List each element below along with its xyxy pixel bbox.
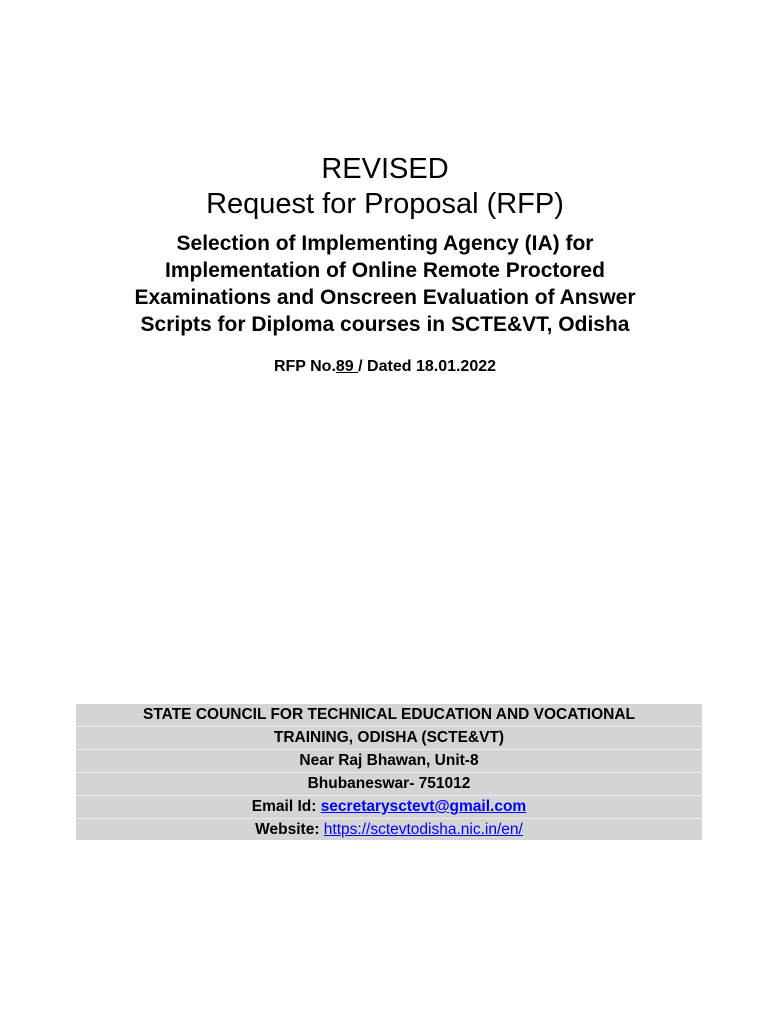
- org-name-line-1: STATE COUNCIL FOR TECHNICAL EDUCATION AND VOCATIONAL: [76, 704, 702, 727]
- city-address: Bhubaneswar- 751012: [76, 773, 702, 796]
- subtitle-line: Selection of Implementing Agency (IA) for: [176, 232, 594, 255]
- email-label: Email Id:: [251, 798, 321, 815]
- rfp-date: / Dated 18.01.2022: [358, 358, 497, 375]
- rfp-number-prefix: RFP No.: [273, 358, 336, 375]
- website-line: [76, 819, 702, 841]
- email-link[interactable]: secretarysctevt@gmail.com: [320, 798, 527, 815]
- website-label: Website:: [255, 821, 324, 838]
- revised-heading: REVISED: [321, 153, 449, 185]
- subtitle-line: Implementation of Online Remote Proctored: [165, 259, 605, 282]
- address-box: [76, 704, 702, 840]
- subtitle-line: Scripts for Diploma courses in SCTE&VT, Odisha: [140, 313, 630, 336]
- rfp-number-line: [0, 356, 770, 378]
- title-block: [0, 152, 770, 338]
- rfp-subtitle: [85, 230, 685, 338]
- website-link[interactable]: https://sctevtodisha.nic.in/en/: [323, 821, 523, 838]
- subtitle-line: Examinations and Onscreen Evaluation of Answer: [134, 286, 636, 309]
- email-line: [76, 796, 702, 819]
- rfp-number: 89: [335, 358, 359, 375]
- rfp-title: Request for Proposal (RFP): [206, 188, 564, 220]
- org-name-line-2: TRAINING, ODISHA (SCTE&VT): [76, 727, 702, 750]
- street-address: Near Raj Bhawan, Unit-8: [76, 750, 702, 773]
